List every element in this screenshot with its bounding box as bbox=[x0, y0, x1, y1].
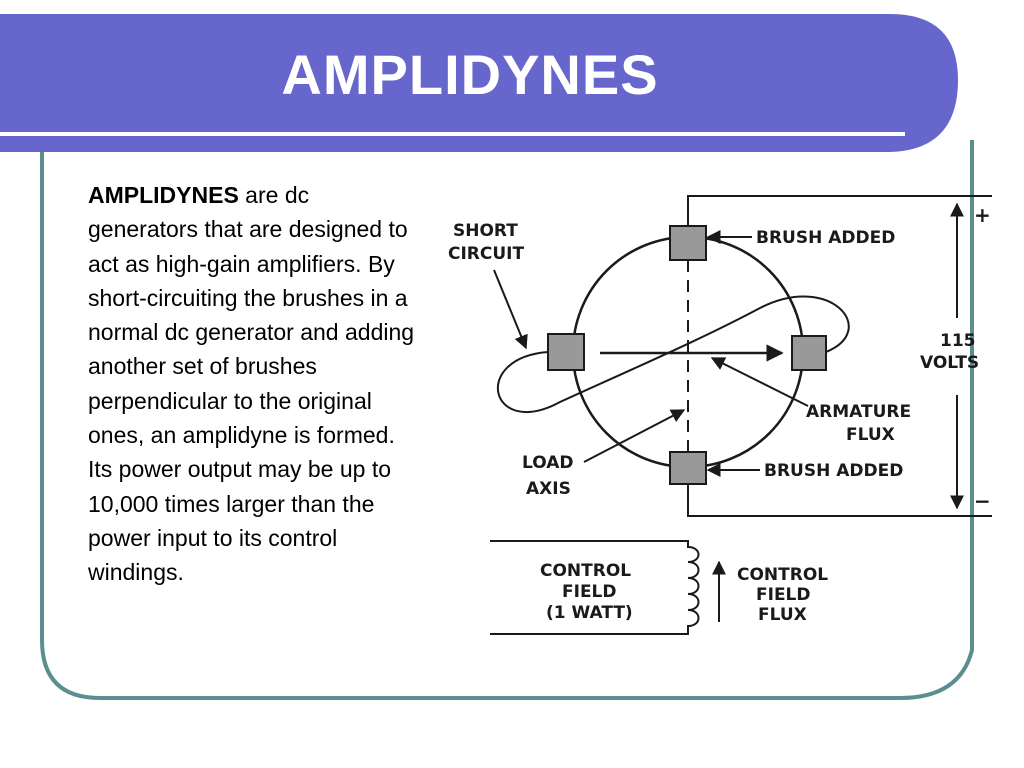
brush-left bbox=[548, 334, 584, 370]
output-lead-top bbox=[688, 196, 992, 226]
brush-bottom bbox=[670, 452, 706, 484]
brush-right bbox=[792, 336, 826, 370]
slide-title: AMPLIDYNES bbox=[281, 43, 659, 106]
label-control-field-3: (1 WATT) bbox=[546, 603, 633, 623]
label-brush-added-bottom: BRUSH ADDED bbox=[764, 461, 904, 481]
body-description: are dc generators that are designed to act as high-gain amplifiers. By short-circuiting the brushes in a normal dc generator and adding another set of brushes perpendicular to the original ones, an amplidyne is formed. Its power output may be up to 10,000 times larger than the power input to its control windings. bbox=[88, 182, 415, 586]
brush-top bbox=[670, 226, 706, 260]
label-control-flux-2: FIELD bbox=[756, 585, 811, 605]
short-circuit-pointer bbox=[494, 270, 526, 348]
label-control-flux-1: CONTROL bbox=[737, 565, 829, 585]
label-short-circuit-1: SHORT bbox=[453, 221, 518, 241]
label-minus: − bbox=[974, 489, 991, 513]
body-lead-term: AMPLIDYNES bbox=[88, 182, 239, 208]
label-volts-value: 115 bbox=[940, 331, 976, 351]
label-brush-added-top: BRUSH ADDED bbox=[756, 228, 896, 248]
label-load-axis-2: AXIS bbox=[526, 479, 571, 499]
output-lead-bottom bbox=[688, 484, 992, 516]
label-short-circuit-2: CIRCUIT bbox=[448, 244, 525, 264]
label-control-field-2: FIELD bbox=[562, 582, 617, 602]
label-plus: + bbox=[974, 203, 991, 227]
label-volts-unit: VOLTS bbox=[920, 353, 980, 373]
label-control-field-1: CONTROL bbox=[540, 561, 632, 581]
label-control-flux-3: FLUX bbox=[758, 605, 807, 625]
label-armature-flux-2: FLUX bbox=[846, 425, 895, 445]
label-armature-flux-1: ARMATURE bbox=[806, 402, 912, 422]
label-load-axis-1: LOAD bbox=[522, 453, 574, 473]
